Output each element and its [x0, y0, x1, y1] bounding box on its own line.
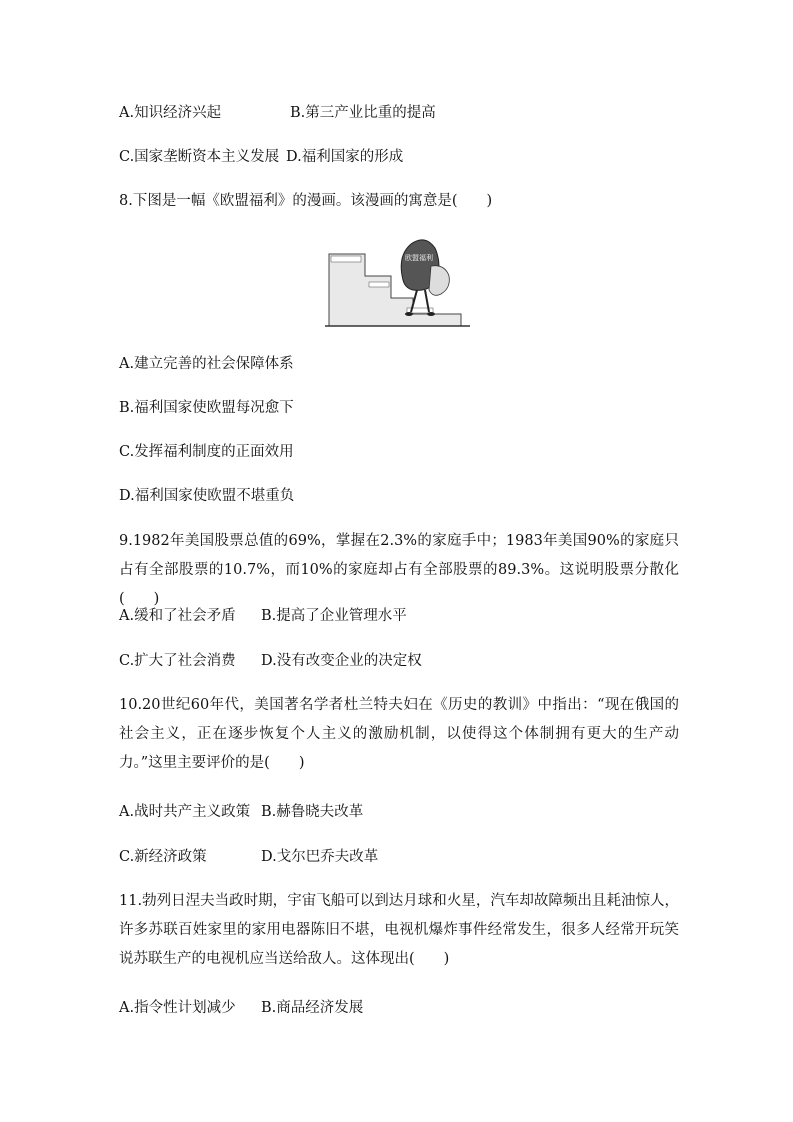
q11-option-a: A.指令性计划减少 — [119, 1000, 236, 1016]
q10-option-c: C.新经济政策 — [119, 849, 207, 865]
welfare-cartoon — [325, 236, 470, 328]
q7-option-d: D.福利国家的形成 — [286, 149, 404, 165]
q7-option-b: B.第三产业比重的提高 — [290, 105, 436, 121]
q9-option-d: D.没有改变企业的决定权 — [261, 653, 422, 669]
q9-option-b: B.提高了企业管理水平 — [261, 608, 407, 624]
q9-option-a: A.缓和了社会矛盾 — [119, 608, 236, 624]
q11-option-b: B.商品经济发展 — [261, 1000, 364, 1016]
q8-option-c: C.发挥福利制度的正面效用 — [119, 444, 294, 460]
sack-label: 欧盟福利 — [405, 254, 433, 262]
q9-option-c: C.扩大了社会消费 — [119, 653, 236, 669]
q8-option-b: B.福利国家使欧盟每况愈下 — [119, 400, 294, 416]
q11-stem: 11.勃列日涅夫当政时期，宇宙飞船可以到达月球和火星，汽车却故障频出且耗油惊人，许多苏联百姓家里的家用电器陈旧不堪，电视机爆炸事件经常发生，很多人经常开玩笑说苏联生产的电视机应当送给敌人。这体现出( ) — [119, 893, 679, 967]
q10-option-a: A.战时共产主义政策 — [119, 804, 251, 820]
q7-option-c: C.国家垄断资本主义发展 — [119, 149, 280, 165]
q9-stem: 9.1982年美国股票总值的69%，掌握在2.3%的家庭手中；1983年美国90%的家庭只占有全部股票的10.7%，而10%的家庭却占有全部股票的89.3%。这说明股票分散化( ) — [119, 533, 679, 607]
q10-option-b: B.赫鲁晓夫改革 — [261, 804, 364, 820]
cartoon-drawing — [325, 236, 470, 328]
q7-option-a: A.知识经济兴起 — [119, 105, 222, 121]
q10-stem: 10.20世纪60年代，美国著名学者杜兰特夫妇在《历史的教训》中指出：“现在俄国的社会主义，正在逐步恢复个人主义的激励机制，以使得这个体制拥有更大的生产动力。”这里主要评价的是( ) — [119, 697, 679, 771]
q8-option-a: A.建立完善的社会保障体系 — [119, 356, 294, 372]
q8-option-d: D.福利国家使欧盟不堪重负 — [119, 488, 295, 504]
q10-option-d: D.戈尔巴乔夫改革 — [261, 849, 379, 865]
q8-stem: 8.下图是一幅《欧盟福利》的漫画。该漫画的寓意是( ) — [119, 193, 493, 209]
